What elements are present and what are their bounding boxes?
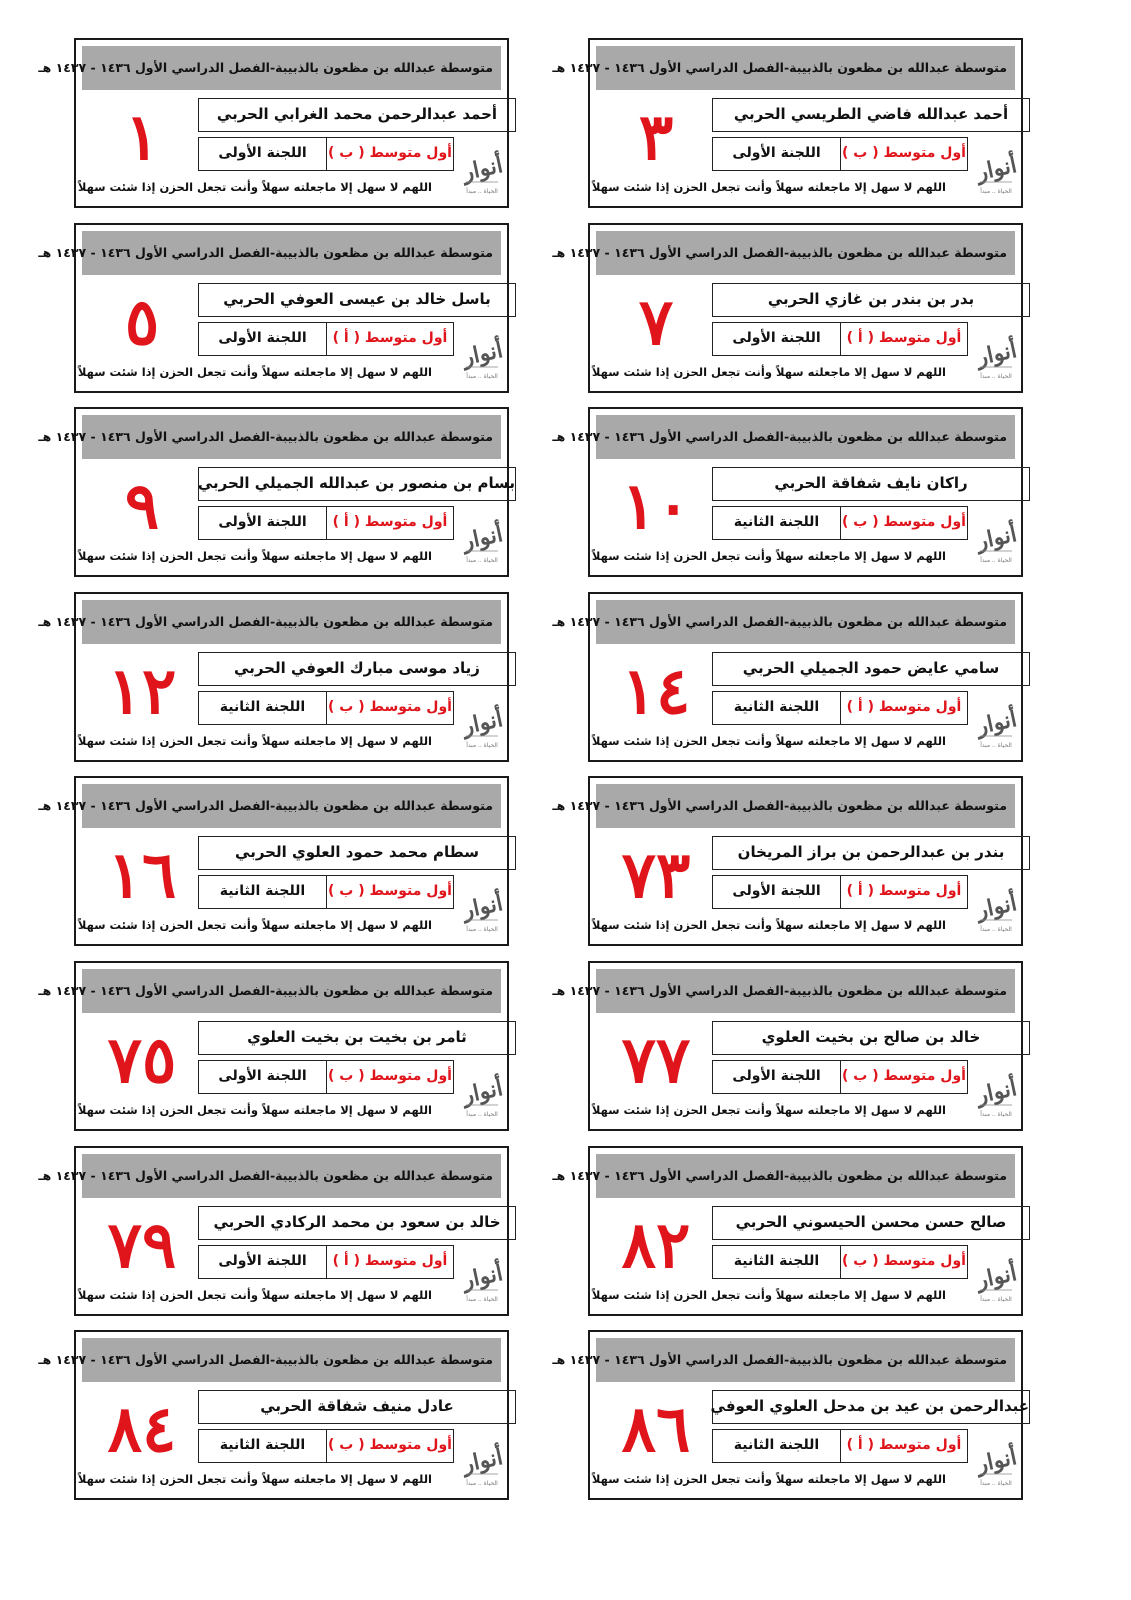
student-name: زياد موسى مبارك العوفي الحربي (198, 652, 516, 686)
school-header: متوسطة عبدالله بن مظعون بالذبيبة-الفصل الدراسي الأول ١٤٣٦ - ١٤٣٧ هـ (82, 46, 501, 90)
logo-caption: الحياة .. مبدأ (980, 1111, 1012, 1118)
school-header: متوسطة عبدالله بن مظعون بالذبيبة-الفصل الدراسي الأول ١٤٣٦ - ١٤٣٧ هـ (596, 600, 1015, 644)
prayer-text: اللهم لا سهل إلا ماجعلته سهلاً وأنت تجعل الحزن إذا شئت سهلاً (77, 549, 432, 564)
logo-caption: الحياة .. مبدأ (466, 741, 498, 749)
committee-label: اللجنة الأولى (732, 883, 821, 900)
school-header: متوسطة عبدالله بن مظعون بالذبيبة-الفصل الدراسي الأول ١٤٣٦ - ١٤٣٧ هـ (596, 1338, 1015, 1382)
seat-card-١٢ (38, 592, 509, 762)
school-header: متوسطة عبدالله بن مظعون بالذبيبة-الفصل الدراسي الأول ١٤٣٦ - ١٤٣٧ هـ (82, 784, 501, 828)
logo-caption: الحياة .. مبدأ (980, 188, 1012, 195)
prayer-text: اللهم لا سهل إلا ماجعلته سهلاً وأنت تجعل الحزن إذا شئت سهلاً (77, 1103, 432, 1117)
prayer-text: اللهم لا سهل إلا ماجعلته سهلاً وأنت تجعل الحزن إذا شئت سهلاً (591, 1472, 946, 1487)
prayer-text: اللهم لا سهل إلا ماجعلته سهلاً وأنت تجعل الحزن إذا شئت سهلاً (591, 733, 946, 748)
class-committee-row (712, 322, 968, 356)
class-label: أول متوسط ( أ ) (840, 692, 967, 724)
class-label: أول متوسط ( ب ) (326, 138, 453, 170)
class-committee-row (198, 1060, 454, 1094)
prayer-text: اللهم لا سهل إلا ماجعلته سهلاً وأنت تجعل الحزن إذا شئت سهلاً (591, 918, 946, 933)
logo-text: أنوار (974, 336, 1020, 371)
student-name: بندر بن عبدالرحمن بن براز المريخان (712, 836, 1030, 870)
anwar-logo-icon (460, 690, 504, 752)
logo-text: أنوار (974, 1075, 1020, 1109)
logo-caption: الحياة .. مبدأ (980, 1480, 1012, 1488)
class-committee-row (712, 1060, 968, 1094)
anwar-logo-icon (974, 1244, 1018, 1306)
seat-number: ٧٧ (621, 1023, 691, 1098)
class-label: أول متوسط ( أ ) (840, 1430, 967, 1462)
class-label: أول متوسط ( ب ) (840, 1246, 967, 1278)
school-header: متوسطة عبدالله بن مظعون بالذبيبة-الفصل الدراسي الأول ١٤٣٦ - ١٤٣٧ هـ (596, 231, 1015, 275)
logo-caption: الحياة .. مبدأ (980, 1295, 1012, 1303)
committee-label: اللجنة الثانية (219, 883, 306, 900)
committee-label: اللجنة الثانية (733, 1437, 820, 1454)
anwar-logo-icon (460, 1244, 504, 1306)
seat-number: ٧٥ (107, 1023, 177, 1098)
anwar-logo-icon (974, 690, 1018, 752)
seat-card-١٤ (552, 592, 1023, 762)
committee-label: اللجنة الأولى (218, 329, 307, 346)
class-label: أول متوسط ( ب ) (840, 138, 967, 170)
seat-number: ٧ (638, 284, 674, 360)
class-committee-row (198, 137, 454, 171)
seat-number: ٩ (124, 469, 160, 545)
anwar-logo-icon (974, 1428, 1018, 1490)
logo-caption: الحياة .. مبدأ (980, 372, 1012, 380)
class-label: أول متوسط ( أ ) (840, 876, 967, 908)
anwar-logo-icon (974, 874, 1018, 936)
class-committee-row (198, 322, 454, 356)
committee-label: اللجنة الثانية (733, 1252, 820, 1269)
student-name: عبدالرحمن بن عيد بن مدحل العلوي العوفي (712, 1390, 1030, 1424)
logo-caption: الحياة .. مبدأ (466, 1295, 498, 1303)
logo-caption: الحياة .. مبدأ (980, 557, 1012, 565)
school-header: متوسطة عبدالله بن مظعون بالذبيبة-الفصل الدراسي الأول ١٤٣٦ - ١٤٣٧ هـ (596, 415, 1015, 459)
class-committee-row (198, 1245, 454, 1279)
seat-number: ١٠ (621, 469, 691, 545)
logo-caption: الحياة .. مبدأ (980, 926, 1012, 934)
committee-label: اللجنة الثانية (733, 514, 820, 531)
seat-card-٧٧ (552, 961, 1023, 1131)
seat-number: ١٢ (107, 653, 177, 729)
class-committee-row (712, 1245, 968, 1279)
prayer-text: اللهم لا سهل إلا ماجعلته سهلاً وأنت تجعل الحزن إذا شئت سهلاً (591, 180, 946, 194)
class-committee-row (198, 506, 454, 540)
committee-label: اللجنة الثانية (219, 1437, 306, 1454)
class-label: أول متوسط ( أ ) (326, 507, 453, 539)
anwar-logo-icon (974, 1059, 1018, 1121)
seat-card-٣ (552, 38, 1023, 208)
logo-caption: الحياة .. مبدأ (466, 1111, 498, 1118)
prayer-text: اللهم لا سهل إلا ماجعلته سهلاً وأنت تجعل الحزن إذا شئت سهلاً (591, 364, 946, 379)
school-header: متوسطة عبدالله بن مظعون بالذبيبة-الفصل الدراسي الأول ١٤٣٦ - ١٤٣٧ هـ (596, 784, 1015, 828)
student-name: سطام محمد حمود العلوي الحربي (198, 836, 516, 870)
logo-caption: الحياة .. مبدأ (466, 372, 498, 380)
logo-caption: الحياة .. مبدأ (980, 741, 1012, 749)
seat-number: ١ (124, 100, 160, 175)
school-header: متوسطة عبدالله بن مظعون بالذبيبة-الفصل الدراسي الأول ١٤٣٦ - ١٤٣٧ هـ (596, 46, 1015, 90)
prayer-text: اللهم لا سهل إلا ماجعلته سهلاً وأنت تجعل الحزن إذا شئت سهلاً (77, 1287, 432, 1302)
seat-card-١٦ (38, 776, 509, 946)
class-committee-row (712, 875, 968, 909)
prayer-text: اللهم لا سهل إلا ماجعلته سهلاً وأنت تجعل الحزن إذا شئت سهلاً (77, 918, 432, 933)
logo-text: أنوار (460, 890, 506, 925)
seat-card-٨٦ (552, 1330, 1029, 1500)
prayer-text: اللهم لا سهل إلا ماجعلته سهلاً وأنت تجعل الحزن إذا شئت سهلاً (77, 1472, 432, 1487)
seat-card-٧٩ (38, 1146, 509, 1316)
student-name: صالح حسن محسن الحيسوني الحربي (712, 1206, 1030, 1240)
logo-text: أنوار (460, 336, 506, 371)
class-label: أول متوسط ( ب ) (326, 1430, 453, 1462)
student-name: أحمد عبدالله فاضي الطريسي الحربي (712, 98, 1030, 132)
prayer-text: اللهم لا سهل إلا ماجعلته سهلاً وأنت تجعل الحزن إذا شئت سهلاً (591, 549, 946, 564)
school-header: متوسطة عبدالله بن مظعون بالذبيبة-الفصل الدراسي الأول ١٤٣٦ - ١٤٣٧ هـ (596, 969, 1015, 1013)
seat-card-٧٣ (552, 776, 1023, 946)
class-committee-row (712, 137, 968, 171)
seat-number: ٨٢ (621, 1207, 691, 1283)
seat-card-١ (38, 38, 509, 208)
student-name: ثامر بن بخيت بن بخيت العلوي (198, 1021, 516, 1055)
student-name: أحمد عبدالرحمن محمد الغرابي الحربي (198, 98, 516, 132)
anwar-logo-icon (460, 874, 504, 936)
school-header: متوسطة عبدالله بن مظعون بالذبيبة-الفصل الدراسي الأول ١٤٣٦ - ١٤٣٧ هـ (596, 1154, 1015, 1198)
anwar-logo-icon (460, 136, 504, 198)
class-committee-row (198, 691, 454, 725)
anwar-logo-icon (460, 505, 504, 567)
student-name: بسام بن منصور بن عبدالله الجميلي الحربي (198, 467, 516, 501)
logo-text: أنوار (974, 1444, 1020, 1479)
class-committee-row (712, 1429, 968, 1463)
seat-number: ٨٤ (107, 1392, 177, 1468)
logo-text: أنوار (460, 521, 506, 556)
anwar-logo-icon (460, 1428, 504, 1490)
student-name: سامي عايض حمود الجميلي الحربي (712, 652, 1030, 686)
committee-label: اللجنة الأولى (218, 145, 307, 161)
prayer-text: اللهم لا سهل إلا ماجعلته سهلاً وأنت تجعل الحزن إذا شئت سهلاً (77, 733, 432, 748)
school-header: متوسطة عبدالله بن مظعون بالذبيبة-الفصل الدراسي الأول ١٤٣٦ - ١٤٣٧ هـ (82, 231, 501, 275)
logo-caption: الحياة .. مبدأ (466, 926, 498, 934)
logo-text: أنوار (460, 152, 506, 186)
class-label: أول متوسط ( أ ) (326, 323, 453, 355)
prayer-text: اللهم لا سهل إلا ماجعلته سهلاً وأنت تجعل الحزن إذا شئت سهلاً (591, 1103, 946, 1117)
anwar-logo-icon (974, 136, 1018, 198)
committee-label: اللجنة الثانية (733, 698, 820, 715)
prayer-text: اللهم لا سهل إلا ماجعلته سهلاً وأنت تجعل الحزن إذا شئت سهلاً (77, 364, 432, 379)
seat-card-٥ (38, 223, 509, 393)
logo-caption: الحياة .. مبدأ (466, 1480, 498, 1488)
prayer-text: اللهم لا سهل إلا ماجعلته سهلاً وأنت تجعل الحزن إذا شئت سهلاً (591, 1287, 946, 1302)
seat-number: ٨٦ (621, 1392, 691, 1468)
class-label: أول متوسط ( ب ) (326, 1061, 453, 1093)
anwar-logo-icon (460, 1059, 504, 1121)
seat-number: ٥ (124, 284, 160, 360)
class-label: أول متوسط ( ب ) (840, 1061, 967, 1093)
class-committee-row (712, 506, 968, 540)
class-committee-row (198, 1429, 454, 1463)
student-name: راكان نايف شفاقة الحربي (712, 467, 1030, 501)
school-header: متوسطة عبدالله بن مظعون بالذبيبة-الفصل الدراسي الأول ١٤٣٦ - ١٤٣٧ هـ (82, 969, 501, 1013)
school-header: متوسطة عبدالله بن مظعون بالذبيبة-الفصل الدراسي الأول ١٤٣٦ - ١٤٣٧ هـ (82, 415, 501, 459)
logo-text: أنوار (974, 705, 1020, 740)
committee-label: اللجنة الأولى (732, 145, 821, 161)
seat-number: ١٤ (621, 653, 691, 729)
committee-label: اللجنة الأولى (732, 329, 821, 346)
student-name: خالد بن صالح بن بخيت العلوي (712, 1021, 1030, 1055)
school-header: متوسطة عبدالله بن مظعون بالذبيبة-الفصل الدراسي الأول ١٤٣٦ - ١٤٣٧ هـ (82, 1154, 501, 1198)
logo-text: أنوار (974, 521, 1020, 556)
logo-caption: الحياة .. مبدأ (466, 557, 498, 565)
logo-text: أنوار (974, 152, 1020, 186)
student-name: خالد بن سعود بن محمد الركادي الحربي (198, 1206, 516, 1240)
logo-text: أنوار (974, 1259, 1020, 1294)
seat-number: ٣ (638, 100, 674, 175)
anwar-logo-icon (460, 321, 504, 383)
seat-card-١٠ (552, 407, 1023, 577)
seat-number: ٧٩ (107, 1207, 177, 1283)
class-label: أول متوسط ( ب ) (840, 507, 967, 539)
student-name: عادل منيف شفاقة الحربي (198, 1390, 516, 1424)
class-label: أول متوسط ( ب ) (326, 692, 453, 724)
class-label: أول متوسط ( أ ) (840, 323, 967, 355)
logo-text: أنوار (460, 705, 506, 740)
logo-text: أنوار (460, 1444, 506, 1479)
logo-text: أنوار (974, 890, 1020, 925)
committee-label: اللجنة الثانية (219, 698, 306, 715)
seat-card-٧٥ (38, 961, 509, 1131)
student-name: بدر بن بندر بن غازي الحربي (712, 283, 1030, 317)
committee-label: اللجنة الأولى (218, 1068, 307, 1084)
school-header: متوسطة عبدالله بن مظعون بالذبيبة-الفصل الدراسي الأول ١٤٣٦ - ١٤٣٧ هـ (82, 1338, 501, 1382)
seat-card-٩ (38, 407, 515, 577)
seat-card-٨٢ (552, 1146, 1023, 1316)
logo-caption: الحياة .. مبدأ (466, 188, 498, 195)
class-label: أول متوسط ( ب ) (326, 876, 453, 908)
seat-number: ٧٣ (621, 838, 691, 914)
logo-text: أنوار (460, 1075, 506, 1109)
prayer-text: اللهم لا سهل إلا ماجعلته سهلاً وأنت تجعل الحزن إذا شئت سهلاً (77, 180, 432, 194)
committee-label: اللجنة الأولى (218, 514, 307, 531)
committee-label: اللجنة الأولى (732, 1068, 821, 1084)
class-committee-row (712, 691, 968, 725)
seat-number: ١٦ (107, 838, 177, 914)
committee-label: اللجنة الأولى (218, 1252, 307, 1269)
class-label: أول متوسط ( أ ) (326, 1246, 453, 1278)
seat-card-٧ (552, 223, 1023, 393)
anwar-logo-icon (974, 505, 1018, 567)
student-name: باسل خالد بن عيسى العوفي الحربي (198, 283, 516, 317)
logo-text: أنوار (460, 1259, 506, 1294)
class-committee-row (198, 875, 454, 909)
school-header: متوسطة عبدالله بن مظعون بالذبيبة-الفصل الدراسي الأول ١٤٣٦ - ١٤٣٧ هـ (82, 600, 501, 644)
seat-card-٨٤ (38, 1330, 509, 1500)
anwar-logo-icon (974, 321, 1018, 383)
